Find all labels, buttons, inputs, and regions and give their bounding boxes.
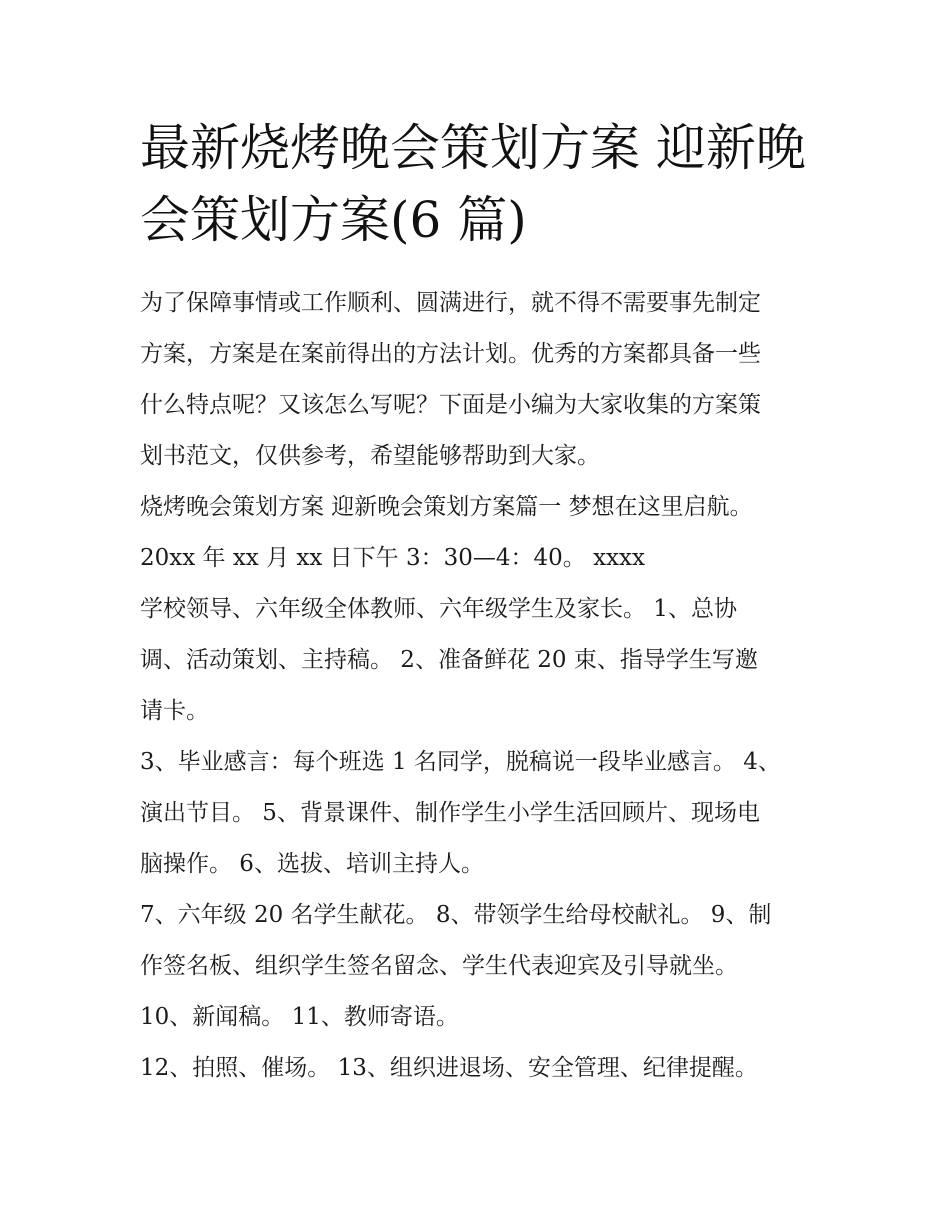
paragraph-line: 演出节目。 5、背景课件、制作学生小学生活回顾片、现场电 [140, 800, 760, 826]
paragraph-participants [140, 584, 820, 737]
paragraph-line: 学校领导、六年级全体教师、六年级学生及家长。 1、总协 [140, 596, 737, 622]
paragraph-line: 为了保障事情或工作顺利、圆满进行，就不得不需要事先制定 [140, 290, 761, 316]
paragraph-line: 7、六年级 20 名学生献花。 8、带领学生给母校献礼。 9、制 [140, 902, 772, 928]
paragraph-tasks-10-11 [140, 992, 820, 1043]
paragraph-line: 3、毕业感言：每个班选 1 名同学，脱稿说一段毕业感言。 4、 [140, 749, 781, 775]
paragraph-line: 方案，方案是在案前得出的方法计划。优秀的方案都具备一些 [140, 341, 761, 367]
document-content [140, 112, 820, 1094]
paragraph-line: 作签名板、组织学生签名留念、学生代表迎宾及引导就坐。 [140, 953, 738, 979]
paragraph-tasks-12-13 [140, 1043, 820, 1094]
paragraph-line: 什么特点呢？又该怎么写呢？下面是小编为大家收集的方案策 [140, 392, 761, 418]
paragraph-line: 请卡。 [140, 698, 209, 724]
document-body [140, 278, 820, 1094]
paragraph-line: 10、新闻稿。 11、教师寄语。 [140, 1004, 459, 1030]
paragraph-section-heading [140, 482, 820, 533]
paragraph-tasks-3-6 [140, 737, 820, 890]
paragraph-line: 12、拍照、催场。 13、组织进退场、安全管理、纪律提醒。 [140, 1055, 758, 1081]
paragraph-intro [140, 278, 820, 482]
document-title [140, 112, 820, 256]
paragraph-time [140, 533, 820, 584]
paragraph-tasks-7-9 [140, 890, 820, 992]
paragraph-line: 脑操作。 6、选拔、培训主持人。 [140, 851, 484, 877]
paragraph-line: 烧烤晚会策划方案 迎新晚会策划方案篇一 梦想在这里启航。 [140, 494, 753, 520]
paragraph-line: 20xx 年 xx 月 xx 日下午 3：30—4：40。 xxxx [140, 545, 645, 571]
paragraph-line: 划书范文，仅供参考，希望能够帮助到大家。 [140, 443, 600, 469]
title-line-2: 会策划方案(6 篇) [140, 191, 527, 249]
paragraph-line: 调、活动策划、主持稿。 2、准备鲜花 20 束、指导学生写邀 [140, 647, 758, 673]
title-line-1: 最新烧烤晚会策划方案 迎新晚 [140, 119, 806, 177]
